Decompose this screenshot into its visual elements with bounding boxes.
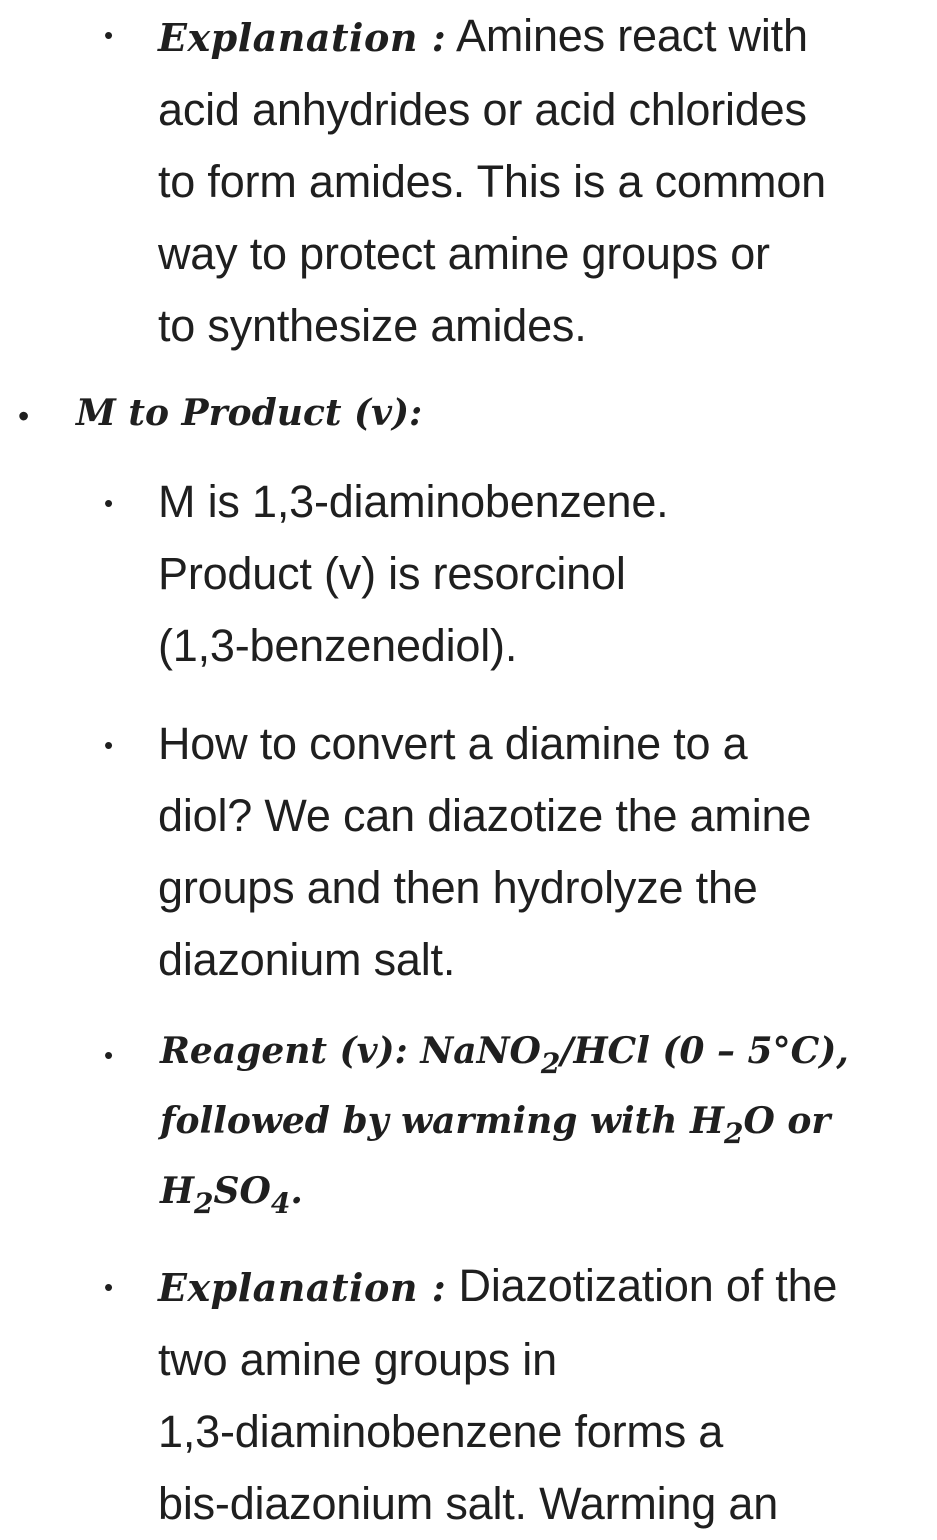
- explanation-label: Explanation :: [158, 15, 447, 60]
- text-line: Product (v) is resorcinol: [158, 548, 626, 599]
- bullet: •: [104, 1272, 114, 1302]
- text-line: diazonium salt.: [158, 934, 456, 985]
- text-line: acid anhydrides or acid chlorides: [158, 84, 807, 135]
- text-line: How to convert a diamine to a: [158, 718, 748, 769]
- text-line: groups and then hydrolyze the: [158, 862, 758, 913]
- text-line: to form amides. This is a common: [158, 156, 826, 207]
- text-line: M is 1,3-diaminobenzene.: [158, 476, 669, 527]
- reagent-line-1: Reagent (v): NaNO$_2$/HCl (0 – 5°C),: [160, 1030, 849, 1080]
- text-line: diol? We can diazotize the amine: [158, 790, 812, 841]
- text-line: 1,3-diaminobenzene forms a: [158, 1406, 724, 1457]
- section-heading: M to Product (v):: [76, 392, 423, 434]
- text-line: two amine groups in: [158, 1334, 557, 1385]
- text-line: Explanation : Diazotization of the: [158, 1260, 838, 1311]
- bullet: •: [104, 20, 114, 50]
- text-line: way to protect amine groups or: [158, 228, 770, 279]
- reagent-line-3: $H_2SO_4$.: [160, 1170, 303, 1220]
- bullet: •: [104, 488, 114, 518]
- explanation-diazotization: [158, 1250, 918, 1540]
- explanation-amides: [158, 0, 918, 362]
- conversion-question: [158, 708, 918, 996]
- text-line: bis-diazonium salt. Warming an: [158, 1478, 779, 1529]
- bullet: •: [18, 398, 30, 434]
- m-identity: [158, 466, 918, 682]
- bullet: •: [104, 730, 114, 760]
- text-line: to synthesize amides.: [158, 300, 587, 351]
- reagent-line-2: followed by warming with $H_2O$ or: [160, 1100, 831, 1150]
- bullet: •: [104, 1040, 114, 1070]
- text-line: Explanation : Amines react with: [158, 10, 808, 61]
- text-line: (1,3-benzenediol).: [158, 620, 518, 671]
- explanation-label: Explanation :: [158, 1265, 447, 1310]
